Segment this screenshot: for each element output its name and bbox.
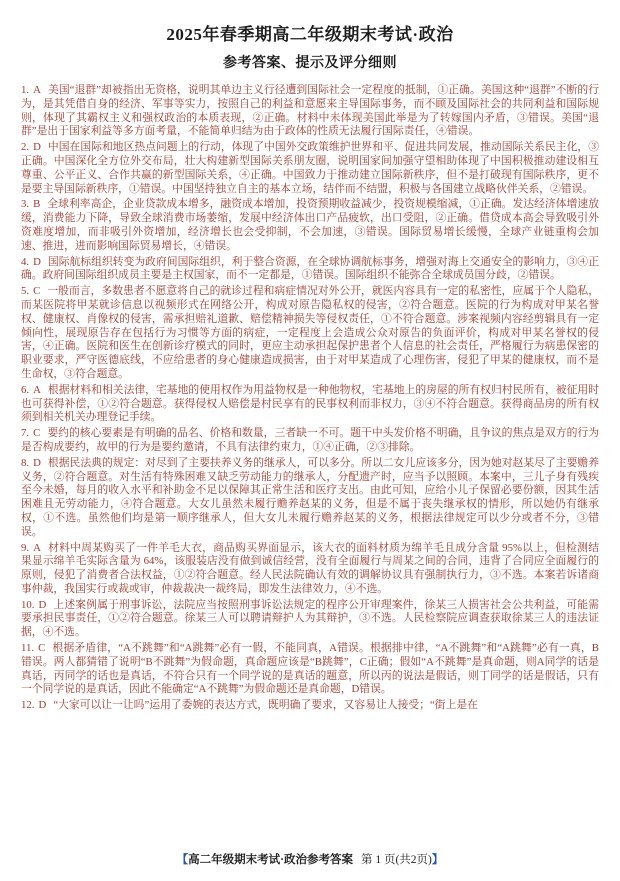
- exam-title: 2025年春季期高二年级期末考试·政治: [166, 25, 454, 44]
- answer-number: 4.: [21, 255, 30, 268]
- answer-text: 全球利率高企，企业贷款成本增多，融资成本增加，投资预期收益减少，投资规模缩减，①正确。发达经济体增速放缓，消费能力下降，导致全球消费市场萎缩，发展中经济体出口产品疲软，出口受阻，②正确。借贷成本高会导致吸引外资难度增加，而非吸引外资增加，经济增长也会受抑制，不会加速，③错误。国际贸易增长缓慢，全球产业链重构会加速、推进，进而影响国际贸易增长，④错误。: [21, 198, 599, 252]
- answer-number: 9.: [21, 541, 30, 554]
- footer-title: 高二年级期末考试·政治参考答案: [188, 854, 353, 866]
- answer-letter: A: [33, 383, 41, 396]
- answer-letter: D: [38, 699, 47, 712]
- answer-letter: C: [33, 427, 41, 440]
- answer-text: 一般而言，多数患者不愿意将自己的就诊过程和病症情况对外公开，就医内容具有一定的私密性，应属于个人隐私，而某医院将甲某就诊信息以视频形式在网络公开，构成对原告隐私权的侵害，②符合题意。医院的行为构成对甲某名誉权、健康权、肖像权的侵害，需承担赔礼道歉、赔偿精神损失等侵权责任，①不符合题意。涉案视频内容经剪辑具有一定倾向性，展现原告存在包括行为习惯等方面的病症，一定程度上会造成公众对原告的负面评价，构成对甲某名誉权的侵害，④正确。医院和医生在创新诊疗模式的同时，更应主动承担起保护患者个人信息的社会责任，严格履行为病患保密的职业要求，严守医德底线，不应给患者的身心健康造成损害，由于对甲某造成了心理伤害，侵犯了甲某的健康权，而不是生命权，③符合题意。: [21, 285, 599, 380]
- answer-letter: D: [38, 598, 47, 611]
- answer-item: [21, 642, 599, 697]
- answer-item: [21, 542, 599, 597]
- answer-text: 材料中周某购买了一件羊毛大衣，商品购买界面显示，该大衣的面料材质为绵羊毛且成分含量 95%以上，但检测结果显示绵羊毛实际含量为 64%，该服装店没有做到诚信经营，没有全面履行与周某之间的合同，违背了合同应全面履行的原则，侵犯了消费者合法权益，①②符合题意。经人民法院确认有效的调解协议具有强制执行力，③不选。本案若诉诸商事仲裁，我国实行或裁或审，仲裁裁决一裁终局，即发生法律效力，④不选。: [21, 541, 599, 595]
- answer-text: 中国在国际和地区热点问题上的行动，体现了中国外交政策维护世界和平、促进共同发展，推动国际关系民主化，③正确。中国深化全方位外交布局，壮大构建新型国际关系朋友圈，说明国家间加强守望相助体现了中国积极推动建设相互尊重、公平正义、合作共赢的新型国际关系，④正确。中国致力于推动建立国际新秩序，但不是打破现有国际秩序，更不是要主导国际新秩序，①错误。中国坚持独立自主的基本立场，结伴而不结盟，积极与各国建立战略伙伴关系，②错误。: [21, 141, 599, 195]
- exam-subtitle: 参考答案、提示及评分细则: [223, 56, 397, 71]
- answer-item: [21, 285, 599, 382]
- answer-item: [21, 141, 599, 196]
- answer-text: 根据民法典的规定：对尽到了主要扶养义务的继承人，可以多分。所以二女儿应该多分，因为她对赵某尽了主要赡养义务，②符合题意。对生活有特殊困难又缺乏劳动能力的继承人，分配遗产时，应当予以照顾。本案中，三儿子身有残疾至今未婚，每月的收入水平和补助金不足以保障其正常生活和医疗支出。由此可知，应给小儿子保留必要份额，因其生活困难且无劳动能力，④符合题意。大女儿虽然未履行赡养赵某的义务，但是不属于丧失继承权的情形，所以她仍有继承权，①不选。虽然他们均是第一顺序继承人，但大女儿未履行赡养赵某的义务，根据法律规定可以少分或者不分，③错误。: [21, 456, 599, 538]
- answer-item: [21, 457, 599, 540]
- footer-bracket-close: 】: [431, 854, 444, 866]
- answers-list: [21, 84, 599, 713]
- answer-number: 7.: [21, 427, 30, 440]
- answer-number: 11.: [21, 642, 35, 655]
- answer-number: 6.: [21, 383, 30, 396]
- answer-item: [21, 384, 599, 425]
- answer-text: 国际航标组织转变为政府间国际组织，利于整合资源，在全球协调航标事务，增强对海上交通安全的影响力，③④正确。政府间国际组织成员主要是主权国家，而不一定都是，①错误。国际组织不能弥合全球成员国分歧，②错误。: [21, 255, 599, 282]
- answer-item: [21, 599, 599, 640]
- page-footer: [0, 851, 620, 867]
- answer-number: 1.: [21, 84, 30, 96]
- footer-bracket-open: 【: [176, 854, 189, 866]
- answer-letter: D: [33, 255, 41, 268]
- answer-text: 美国“退群”却被指出无资格，说明其单边主义行径遭到国际社会一定程度的抵制，①正确。美国这种“退群”不断的行为，是其凭借自身的经济、军事等实力，按照自己的利益和意愿来主导国际事务，而不顾及国际社会的共同利益和国际规则，体现了其霸权主义和强权政治的本质表现，②正确。材料中未体现美国此举是为了转嫁国内矛盾，③错误。美国“退群”是出于国家利益等多方面考量，不能简单归结为由于政体的性质无法履行国际责任，④错误。: [21, 84, 599, 138]
- answer-text: 上述案例属于刑事诉讼，法院应当按照刑事诉讼法规定的程序公开审理案件，徐某三人损害社会公共利益，可能需要承担民事责任，①②符合题意。徐某三人可以聘请辩护人为其辩护，③不选。人民检察院应调查获取徐某三人的违法证据，④不选。: [21, 598, 599, 639]
- answer-letter: A: [33, 84, 41, 96]
- answer-item: [21, 699, 599, 713]
- answer-number: 3.: [21, 198, 30, 211]
- answer-letter: A: [33, 541, 41, 554]
- answer-text: 根据矛盾律，“A不跳舞”和“A跳舞”必有一假，不能同真，A错误。根据排中律，“A不跳舞”和“A跳舞”必有一真，B错误。两人都猜错了说明“B不跳舞”为假命题，真命题应该是“B跳舞”，C正确；假如“A不跳舞”是真命题，则A同学的话是真话，丙同学的话也是真话，不符合只有一个同学说的是真话的题意，所以丙的说法是假话，则丁同学的话是假话，只有一个同学说的是真话，因此不能确定“A不跳舞”为假命题还是真命题，D错误。: [21, 642, 599, 696]
- answer-number: 8.: [21, 456, 30, 469]
- footer-page-number: 第 1 页(共2页): [360, 854, 432, 866]
- answer-text: 要约的核心要素是有明确的品名、价格和数量，三者缺一不可。题干中头发价格不明确，且争议的焦点是双方的行为是否构成要约，故甲的行为是要约邀请，不具有法律约束力，①④正确，②③排除。: [21, 427, 599, 453]
- answer-letter: D: [33, 141, 41, 154]
- answer-item: [21, 256, 599, 284]
- answer-letter: D: [33, 456, 41, 469]
- answer-text: “大家可以让一让吗”运用了委婉的表达方式，既明确了要求，又容易让人接受；“街上是在: [53, 699, 478, 712]
- answer-letter: B: [33, 198, 41, 211]
- answer-text: 根据材料和相关法律，宅基地的使用权作为用益物权是一种他物权，宅基地上的房屋的所有权归村民所有，被征用时也可获得补偿，①②符合题意。获得侵权人赔偿是村民享有的民事权利而非权力，③④不符合题意。获得商品房的所有权须到相关机关办理登记手续。: [21, 383, 599, 424]
- answer-item: [21, 198, 599, 253]
- answer-number: 10.: [21, 598, 35, 611]
- answer-number: 5.: [21, 285, 30, 298]
- answer-item: [21, 427, 599, 455]
- answer-number: 2.: [21, 141, 30, 154]
- answer-letter: C: [38, 642, 46, 655]
- answer-letter: C: [33, 285, 41, 298]
- answer-number: 12.: [21, 699, 35, 712]
- answer-item: [21, 84, 599, 139]
